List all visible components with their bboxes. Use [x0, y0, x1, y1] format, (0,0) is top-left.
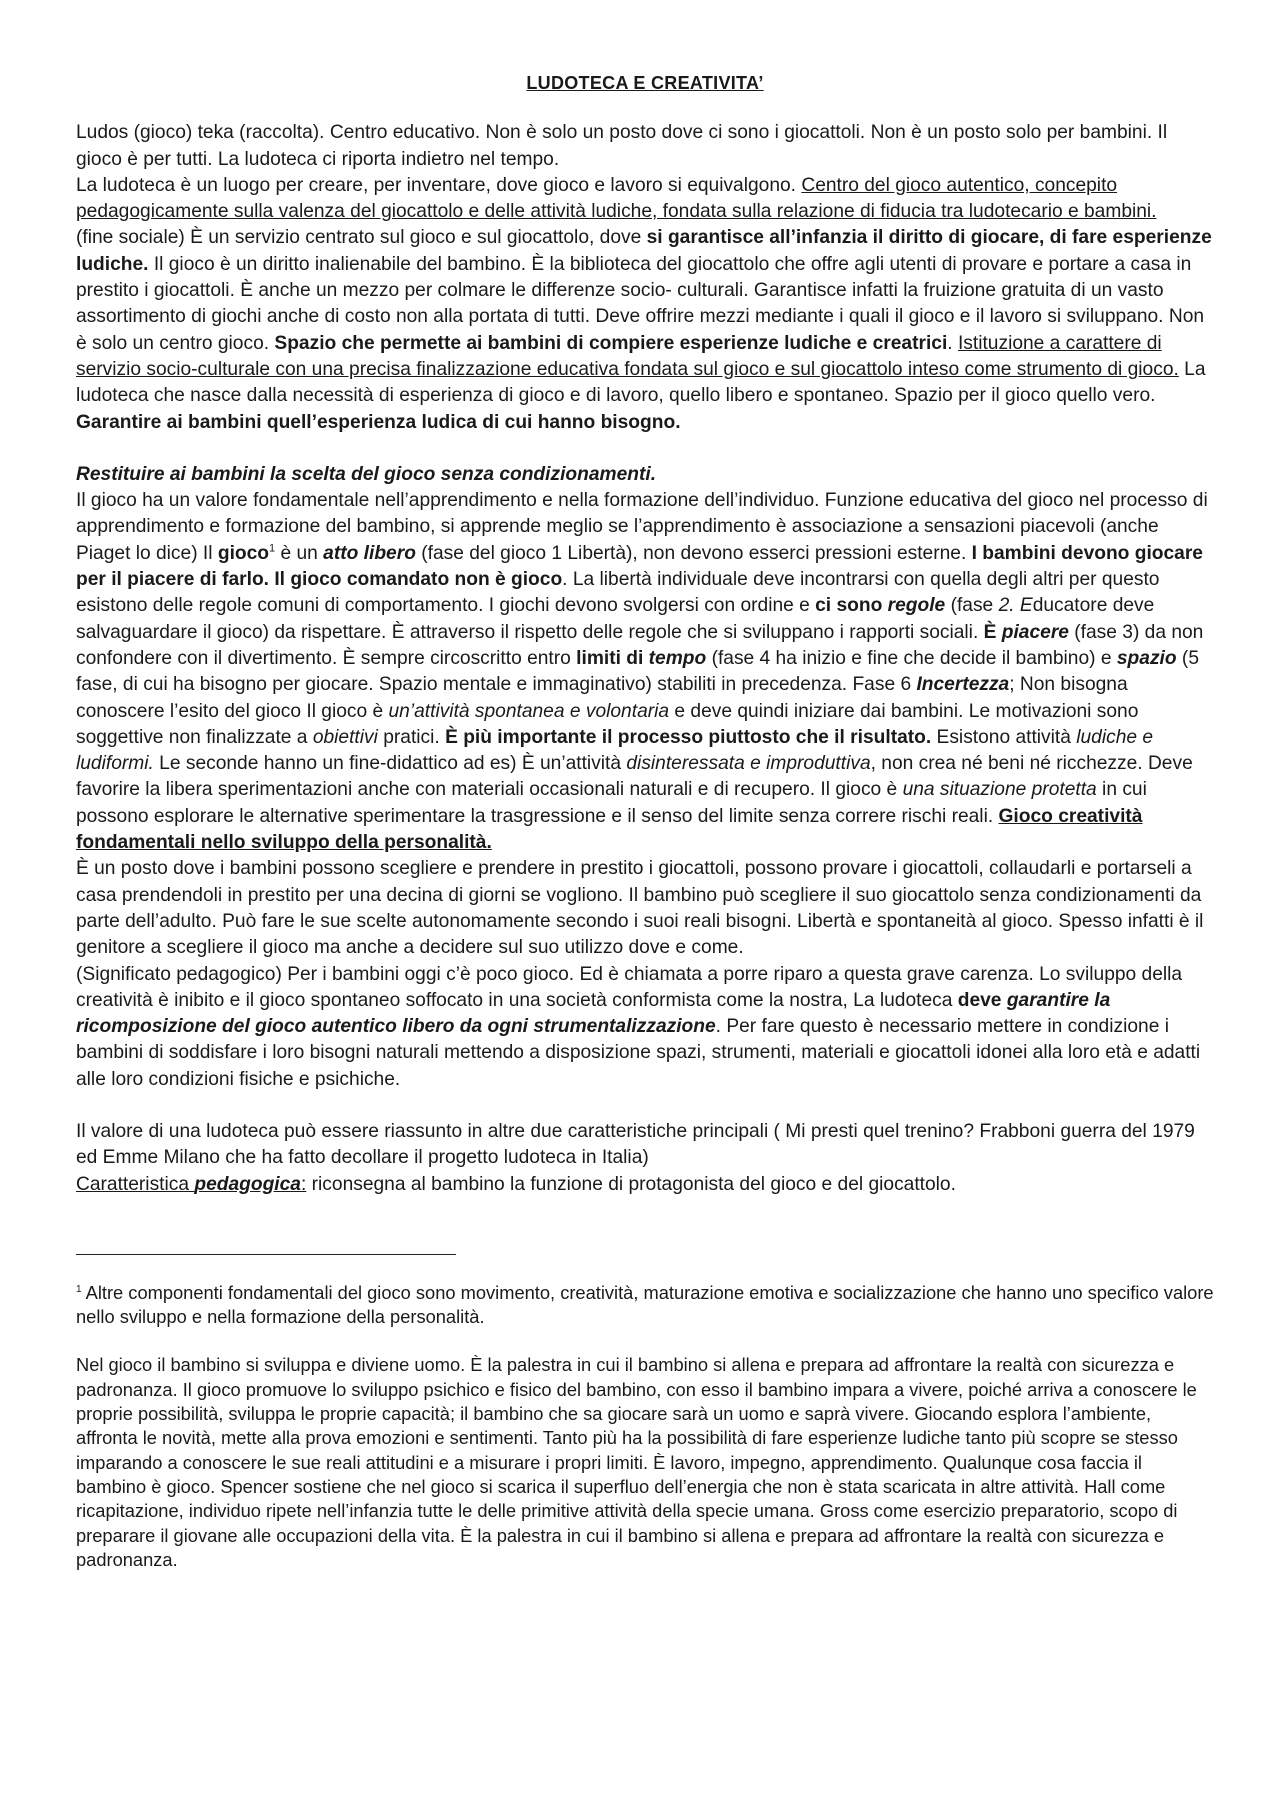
underlined-phrase: Caratteristica pedagogica:	[76, 1173, 307, 1195]
underlined-phrase: Centro del gioco autentico, concepito pedagogicamente sulla valenza del giocattolo e delle attività ludiche, fondata sulla relazione di fiducia tra ludotecario e bambini.	[76, 174, 1157, 223]
bold-phrase: Spazio che permette ai bambini di compiere esperienze ludiche e creatrici	[274, 332, 948, 354]
footnote-reference: 1	[269, 542, 276, 555]
underlined-phrase: Gioco creatività fondamentali nello sviluppo della personalità.	[76, 805, 1143, 854]
paragraph-value: Il valore di una ludoteca può essere riassunto in altre due caratteristiche principali ( Mi presti quel trenino? Frabboni guerra del 1979 ed Emme Milano che ha fatto decollare il progetto ludoteca in Italia) Caratteristica pedagogica: riconsegna al bambino la funzione di protagonista del gioco e del giocattolo.	[76, 1120, 1195, 1195]
footnote-gap	[76, 1329, 1214, 1353]
document-title: LUDOTECA E CREATIVITA’	[526, 73, 764, 93]
footnote-note: $^1$ Altre componenti fondamentali del gioco sono movimento, creatività, maturazione emotiva e socializzazione che hanno uno specifico valore nello sviluppo e nella formazione della personalità.	[76, 1281, 1214, 1328]
paragraph-definition: Ludos (gioco) teka (raccolta). Centro educativo. Non è solo un posto dove ci sono i giocattoli. Non è un posto solo per bambini. Il gioco è per tutti. La ludoteca ci riporta indietro nel tempo. La ludoteca è un luogo per creare, per inventare, dove gioco e lavoro si equivalgono. Centro del gioco autentico, concepito pedagogicamente sulla valenza del giocattolo e delle attività ludiche, fondata sulla relazione di fiducia tra ludotecario e bambini. (fine sociale) È un servizio centrato sul gioco e sul giocattolo, dove si garantisce all’infanzia il diritto di giocare, di fare esperienze ludiche. Il gioco è un diritto inalienabile del bambino. È la biblioteca del giocattolo che offre agli utenti di provare e portare a casa in prestito i giocattoli. È anche un mezzo per colmare le differenze socio- culturali. Garantisce infatti la fruizione gratuita di un vasto assortimento di giochi anche di costo non alla portata di tutti. Deve offrire mezzi mediante i quali il gioco e il lavoro si sviluppano. Non è solo un centro gioco. Spazio che permette ai bambini di compiere esperienze ludiche e creatrici. Istituzione a carattere di servizio socio-culturale con una precisa finalizzazione educativa fondata sul gioco e sul giocattolo inteso come strumento di gioco. La ludoteca che nasce dalla necessità di esperienza di gioco e di lavoro, quello libero e spontaneo. Spazio per il gioco quello vero. Garantire ai bambini quell’esperienza ludica di cui hanno bisogno.	[76, 122, 1212, 433]
paragraph-pedagogical-meaning: (Significato pedagogico) Per i bambini oggi c’è poco gioco. Ed è chiamata a porre riparo a questa grave carenza. Lo sviluppo della creatività è inibito e il gioco spontaneo soffocato in una società conformista come la nostra, La ludoteca deve garantire la ricomposizione del gioco autentico libero da ogni strumentalizzazione. Per fare questo è necessario mettere in condizione i bambini di soddisfare i loro bisogni naturali mettendo a disposizione spazi, strumenti, materiali e giocattoli idonei alla loro età e adatti alle loro condizioni fisiche e psichiche.	[76, 963, 1201, 1090]
paragraph-gap	[76, 436, 1214, 462]
paragraph-loan: È un posto dove i bambini possono scegliere e prendere in prestito i giocattoli, possono provare i giocattoli, collaudarli e portarseli a casa prendendoli in prestito per una decina di giorni se vogliono. Il bambino può scegliere il suo giocattolo senza condizionamenti da parte dell’adulto. Può fare le sue scelte autonomamente secondo i suoi reali bisogni. Libertà e spontaneità al gioco. Spesso infatti è il genitore a scegliere il gioco ma anche a decidere sul suo utilizzo dove e come.	[76, 858, 1204, 959]
footnote-mark: 1	[76, 1283, 82, 1295]
footnote-separator	[76, 1254, 456, 1255]
footnote	[76, 1281, 1214, 1572]
section-heading: Restituire ai bambini la scelta del gioco senza condizionamenti.	[76, 463, 657, 485]
bold-phrase: Garantire ai bambini quell’esperienza ludica di cui hanno bisogno.	[76, 411, 681, 433]
document-page	[76, 70, 1214, 1572]
footnote-body: Nel gioco il bambino si sviluppa e diviene uomo. È la palestra in cui il bambino si allena e prepara ad affrontare la realtà con sicurezza e padronanza. Il gioco promuove lo sviluppo psichico e fisico del bambino, con esso il bambino impara a vivere, poiché arriva a conoscere le proprie possibilità, sviluppa le proprie capacità; il bambino che sa giocare sarà un uomo e saprà vivere. Giocando esplora l’ambiente, affronta le novità, mette alla prova emozioni e sentimenti. Tanto più ha la possibilità di fare esperienze ludiche tanto più scopre se stesso imparando a conoscere le sue reali attitudini e a misurare i propri limiti. È lavoro, impegno, apprendimento. Qualunque cosa faccia il bambino è gioco. Spencer sostiene che nel gioco si scarica il superfluo dell’energia che non è stata scaricata in altre attività. Hall come ricapitazione, individuo ripete nell’infanzia tutte le delle primitive attività della specie umana. Gross come esercizio preparatorio, scopo di preparare il giovane alle occupazioni della vita. È la palestra in cui il bambino si allena e prepara ad affrontare la realtà con sicurezza e padronanza.	[76, 1354, 1197, 1570]
underlined-phrase: Istituzione a carattere di servizio socio-culturale con una precisa finalizzazione educativa fondata sul gioco e sul giocattolo inteso come strumento di gioco.	[76, 332, 1179, 380]
bold-phrase: si garantisce all’infanzia il diritto di giocare, di fare esperienze ludiche.	[76, 227, 1212, 275]
paragraph-gap	[76, 1093, 1214, 1119]
paragraph-phases: Il gioco ha un valore fondamentale nell’apprendimento e nella formazione dell’individuo. Funzione educativa del gioco nel processo di apprendimento e formazione del bambino, si apprende meglio se l’apprendimento è associazione a sensazioni piacevoli (anche Piaget lo dice) Il gioco$^1$ è un atto libero (fase del gioco 1 Libertà), non devono esserci pressioni esterne. I bambini devono giocare per il piacere di farlo. Il gioco comandato non è gioco. La libertà individuale deve incontrarsi con quella degli altri per questo esistono delle regole comuni di comportamento. I giochi devono svolgersi con ordine e ci sono regole (fase 2. Educatore deve salvaguardare il gioco) da rispettare. È attraverso il rispetto delle regole che si sviluppano i rapporti sociali. È piacere (fase 3) da non confondere con il divertimento. È sempre circoscritto entro limiti di tempo (fase 4 ha inizio e fine che decide il bambino) e spazio (5 fase, di cui ha bisogno per giocare. Spazio mentale e immaginativo) stabiliti in precedenza. Fase 6 Incertezza; Non bisogna conoscere l’esito del gioco Il gioco è un’attività spontanea e volontaria e deve quindi iniziare dai bambini. Le motivazioni sono soggettive non finalizzate a obiettivi pratici. È più importante il processo piuttosto che il risultato. Esistono attività ludiche e ludiformi. Le seconde hanno un fine-didattico ad es) È un’attività disinteressata e improduttiva, non crea né beni né ricchezze. Deve favorire la libera sperimentazioni anche con materiali occasionali naturali e di recupero. Il gioco è una situazione protetta in cui possono esplorare le alternative sperimentare la trasgressione e il senso del limite senza correre rischi reali. Gioco creatività fondamentali nello sviluppo della personalità.	[76, 490, 1208, 854]
